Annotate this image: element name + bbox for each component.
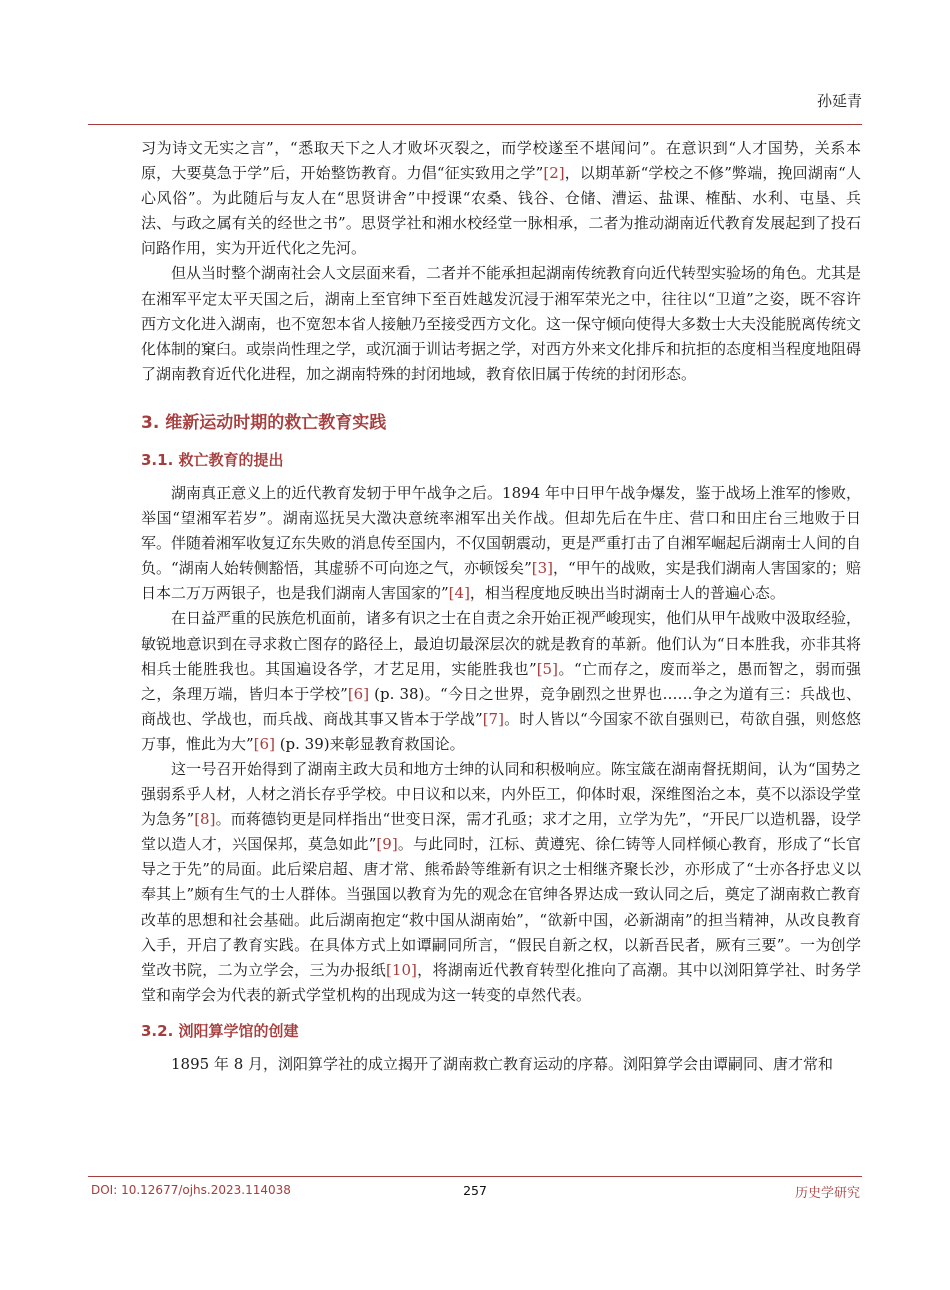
subsection-heading: 3.2. 浏阳算学馆的创建 [141, 1021, 299, 1040]
article-body [141, 136, 861, 1077]
text-run: 习为诗文无实之言”，“悉取天下之人才败坏灭裂之，而学校遂至不堪闻问”。在意识到“人才国势，关系本原，大要莫急于学”后，开始整饬教育。力倡“征实致用之学” [141, 139, 861, 183]
text-run: 湖南真正意义上的近代教育发轫于甲午战争之后。1894 年中日甲午战争爆发，鉴于战场上淮军的惨败，举国“望湘军若岁”。湖南巡抚吴大澂决意统率湘军出关作战。但却先后在牛庄、营口和田庄台三地败于日军。伴随着湘军收复辽东失败的消息传至国内，不仅国朝震动，更是严重打击了自湘军崛起后湖南士人间的自负。“湖南人始转侧豁悟，其虚骄不可向迩之气，亦顿馁矣” [141, 483, 862, 578]
text-run: 。与此同时，江标、黄遵宪、徐仁铸等人同样倾心教育，形成了“长官导之于先”的局面。此后梁启超、唐才常、熊希龄等维新有识之士相继齐聚长沙，亦形成了“士亦各抒忠义以奉其上”颇有生气的士人群体。当强国以教育为先的观念在官绅各界达成一致认同之后，奠定了湖南救亡教育改革的思想和社会基础。此后湖南抱定“救中国从湖南始”，“欲新中国，必新湖南”的担当精神，从改良教育入手，开启了教育实践。在具体方式上如谭嗣同所言，“假民自新之权，以新吾民者，厥有三要”。一为创学堂改书院，二为立学会，三为办报纸 [141, 835, 862, 979]
citation-link[interactable]: [6] [347, 684, 370, 703]
text-run: ，“甲午的战败，实是我们湖南人害国家的；赔日本二万万两银子，也是我们湖南人害国家的” [141, 559, 861, 603]
text-run: (p. 38)。“今日之世界，竞争剧烈之世界也……争之为道有三：兵战也、商战也、学战也，而兵战、商战其事又皆本于学战” [141, 684, 861, 728]
text-run: 。“亡而存之，废而举之，愚而智之，弱而强之，条理万端，皆归本于学校” [141, 659, 862, 703]
text-run: 。时人皆以“今国家不欲自强则已，苟欲自强，则悠悠万事，惟此为大” [141, 709, 862, 753]
page-number: 257 [463, 1183, 487, 1198]
citation-link[interactable]: [4] [448, 584, 470, 603]
doi-link[interactable]: DOI: 10.12677/ojhs.2023.114038 [91, 1183, 291, 1197]
citation-link[interactable]: [3] [531, 559, 553, 578]
text-run: 这一号召开始得到了湖南主政大员和地方士绅的认同和积极响应。陈宝箴在湖南督抚期间，认为“国势之强弱系乎人材，人材之消长存乎学校。中日议和以来，内外臣工，仰体时艰，深维图治之本，莫不以添设学堂为急务” [141, 759, 862, 829]
citation-link[interactable]: [7] [482, 709, 504, 728]
paragraph-1 [141, 136, 861, 261]
citation-link[interactable]: [8] [194, 810, 216, 829]
text-run: 。而蒋德钧更是同样指出“世变日深，需才孔亟；求才之用，立学为先”，“开民厂以造机器，设学堂以造人才，兴国保邦，莫急如此” [141, 810, 861, 854]
footer-divider [88, 1176, 862, 1177]
text-run: (p. 39)来彰显教育救国论。 [274, 734, 465, 753]
paragraph-3 [141, 481, 861, 606]
citation-link[interactable]: [10] [386, 960, 417, 979]
section-heading: 3. 维新运动时期的救亡教育实践 [141, 412, 387, 433]
header-divider [88, 124, 862, 125]
paragraph-4 [141, 606, 861, 757]
text-run: ，将湖南近代教育转型化推向了高潮。其中以浏阳算学社、时务学堂和南学会为代表的新式学堂机构的出现成为这一转变的卓然代表。 [141, 960, 861, 1004]
citation-link[interactable]: [2] [543, 164, 565, 183]
citation-link[interactable]: [5] [536, 659, 558, 678]
paragraph-2: 但从当时整个湖南社会人文层面来看，二者并不能承担起湖南传统教育向近代转型实验场的角色。尤其是在湘军平定太平天国之后，湖南上至官绅下至百姓越发沉浸于湘军荣光之中，往往以“卫道”之姿，既不容许西方文化进入湖南，也不宽恕本省人接触乃至接受西方文化。这一保守倾向使得大多数士大夫没能脱离传统文化体制的窠臼。或崇尚性理之学，或沉湎于训诂考据之学，对西方外来文化排斥和抗拒的态度相当程度地阻碍了湖南教育近代化进程，加之湖南特殊的封闭地域，教育依旧属于传统的封闭形态。 [141, 264, 862, 383]
citation-link[interactable]: [9] [376, 835, 398, 854]
subsection-heading: 3.1. 救亡教育的提出 [141, 450, 284, 469]
text-run: ，以期革新“学校之不修”弊端，挽回湖南“人心风俗”。为此随后与友人在“思贤讲舍”中授课“农桑、钱谷、仓储、漕运、盐课、榷酤、水利、屯垦、兵法、与政之属有关的经世之书”。思贤学社和湘水校经堂一脉相承，二者为推动湖南近代教育发展起到了投石问路作用，实为开近代化之先河。 [141, 164, 861, 258]
running-header-author: 孙延青 [816, 92, 862, 110]
text-run: ，相当程度地反映出当时湖南士人的普遍心态。 [469, 584, 785, 603]
paragraph-5 [141, 757, 861, 1008]
paragraph-6: 1895 年 8 月，浏阳算学社的成立揭开了湖南救亡教育运动的序幕。浏阳算学会由谭嗣同、唐才常和 [171, 1054, 834, 1073]
journal-name: 历史学研究 [794, 1186, 860, 1201]
text-run: 在日益严重的民族危机面前，诸多有识之士在自责之余开始正视严峻现实，他们从甲午战败中汲取经验，敏锐地意识到在寻求救亡图存的路径上，最迫切最深层次的就是教育的革新。他们认为“日本胜我，亦非其将相兵士能胜我也。其国遍设各学，才艺足用，实能胜我也” [141, 609, 862, 678]
citation-link[interactable]: [6] [253, 734, 275, 753]
